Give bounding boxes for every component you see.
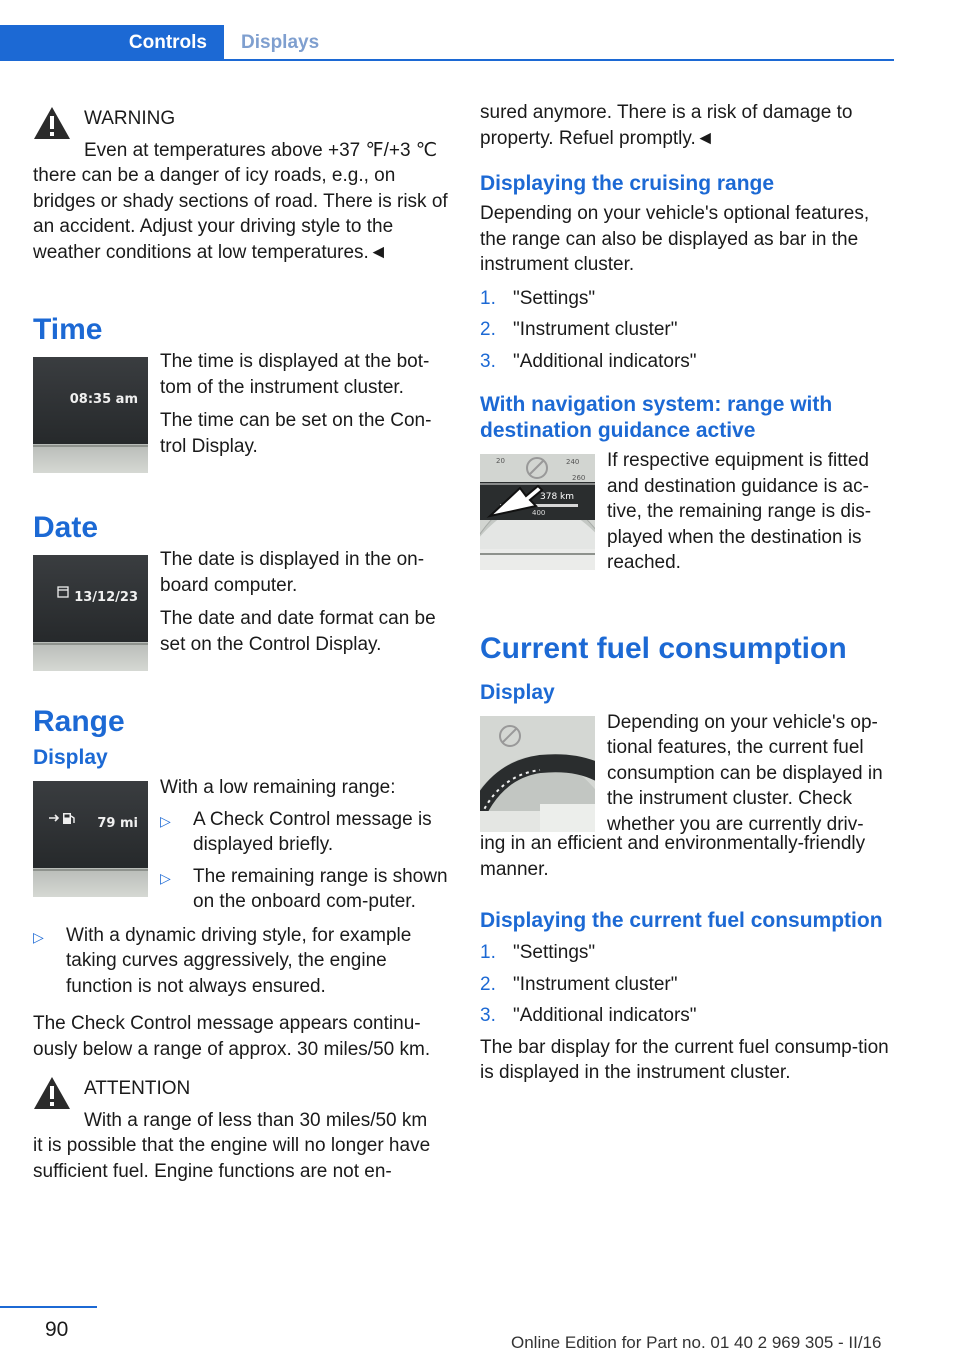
nav-text [607, 448, 896, 584]
warning-block [33, 100, 449, 265]
gauge-tick-label: 400 [532, 509, 546, 517]
fuel-text [607, 710, 896, 838]
fuel-pump-icon [49, 811, 77, 825]
bullet-text: The remaining range is shown on the onboard com-puter. [193, 865, 448, 912]
range-bullets [160, 807, 449, 915]
list-item [480, 349, 896, 375]
bullet-text: With a dynamic driving style, for example taking curves aggressively, the engine function is not always ensured. [66, 924, 412, 997]
nav-range-gauge-image [480, 454, 595, 570]
warning-triangle-icon [33, 1076, 71, 1110]
cruise-steps [480, 286, 896, 375]
heading-cruising-range: Displaying the cruising range [480, 172, 775, 195]
tab-controls[interactable]: Controls [0, 25, 224, 61]
step-number: 3. [480, 1005, 496, 1026]
heading-displaying-fuel: Displaying the current fuel consumption [480, 909, 883, 932]
display-divider [33, 643, 148, 645]
fuel-steps [480, 940, 896, 1029]
display-divider [33, 445, 148, 447]
range-section [33, 777, 449, 923]
display-divider [33, 869, 148, 871]
fuel-p-rest: ing in an efficient and environmentally-friendly manner. [480, 833, 866, 880]
tab-displays[interactable]: Displays [241, 32, 320, 53]
fuel-section [480, 711, 896, 838]
heading-current-fuel: Current fuel consumption [480, 631, 847, 665]
step-text: "Additional indicators" [513, 350, 697, 372]
speedometer-icon [480, 716, 595, 832]
list-item [480, 972, 896, 998]
list-item [480, 286, 896, 312]
step-number: 2. [480, 319, 496, 340]
heading-date: Date [33, 511, 99, 544]
gauge-tick-label: 20 [496, 457, 505, 465]
heading-fuel-display: Display [480, 680, 555, 704]
page-number: 90 [45, 1318, 69, 1341]
heading-time: Time [33, 313, 103, 346]
warning-triangle-icon [33, 106, 71, 140]
list-item [480, 317, 896, 343]
range-value-label: 378 km [540, 492, 575, 502]
date-readout: 13/12/23 [74, 590, 138, 605]
heading-range: Range [33, 705, 125, 738]
left-column [33, 100, 449, 1194]
list-item [160, 864, 449, 915]
step-text: "Settings" [513, 942, 596, 963]
bullet-text: A Check Control message is displayed briefly. [193, 808, 432, 855]
range-para: The Check Control message appears continu-ously below a range of approx. 30 miles/50 km. [33, 1013, 431, 1060]
step-text: "Additional indicators" [513, 1005, 697, 1026]
date-display-image [33, 555, 148, 671]
list-item [33, 923, 449, 1000]
step-number: 2. [480, 973, 496, 995]
time-display-image [33, 357, 148, 473]
bullet-triangle-icon: ▷ [33, 928, 44, 945]
time-text [160, 349, 449, 467]
range-readout: 79 mi [97, 816, 138, 831]
attention-title: ATTENTION [84, 1078, 191, 1099]
time-readout: 08:35 am [69, 392, 138, 407]
warning-text: there can be a danger of icy roads, e.g., on bridges or shady sections of road. There is risk of an accident. Adjust your driving style to the weather conditions at low temperatures.◄ [33, 165, 448, 263]
date-p2: The date and date format can be set on the Control Display. [160, 608, 436, 655]
nav-p: If respective equipment is fitted and destination guidance is ac-tive, the remaining range is dis-played when the destination is reached. [607, 450, 872, 573]
bullet-triangle-icon: ▷ [160, 869, 171, 886]
date-section [33, 549, 449, 671]
range-bullets-wide [33, 923, 449, 1000]
chapter-tabs [0, 25, 894, 61]
attention-first-line: With a range of less than 30 miles/50 km [84, 1109, 428, 1131]
heading-range-display: Display [33, 746, 108, 769]
fuel-gauge-image [480, 716, 595, 832]
attention-text: it is possible that the engine will no longer have sufficient fuel. Engine functions are not en- [33, 1135, 431, 1182]
footer-edition: Online Edition for Part no. 01 40 2 969 305 - II/16 [511, 1333, 882, 1352]
time-section [33, 351, 449, 473]
range-text [160, 775, 449, 923]
list-item [480, 1003, 896, 1029]
step-text: "Instrument cluster" [513, 319, 678, 340]
warning-title: WARNING [84, 108, 176, 129]
bullet-triangle-icon: ▷ [160, 812, 171, 829]
speedometer-arrow-icon [480, 454, 595, 570]
right-column [480, 100, 896, 1094]
attention-block [33, 1070, 449, 1184]
fuel-final: The bar display for the current fuel consump-tion is displayed in the instrument cluster. [480, 1036, 889, 1083]
date-text [160, 547, 449, 665]
heading-nav-range: With navigation system: range with destination guidance active [480, 393, 833, 442]
step-text: "Instrument cluster" [513, 973, 678, 995]
step-number: 1. [480, 942, 496, 963]
warning-first-line: Even at temperatures above +37 ℉/+3 ℃ [84, 139, 438, 161]
step-number: 3. [480, 350, 496, 372]
gauge-tick-label: 260 [572, 474, 586, 482]
list-item [160, 807, 449, 858]
calendar-icon [57, 586, 69, 598]
nav-section [480, 450, 896, 584]
gauge-tick-label: 240 [566, 458, 580, 466]
fuel-p-side: Depending on your vehicle's op-tional features, the current fuel consumption can be displayed in the instrument cluster. Check whether you are currently driv- [607, 711, 883, 835]
range-intro: With a low remaining range: [160, 777, 396, 798]
step-number: 1. [480, 287, 496, 309]
list-item [480, 940, 896, 966]
footer-rule [0, 1306, 97, 1308]
range-display-image [33, 781, 148, 897]
step-text: "Settings" [513, 287, 596, 309]
time-p2: The time can be set on the Con-trol Display. [160, 410, 432, 457]
time-p1: The time is displayed at the bot-tom of the instrument cluster. [160, 351, 430, 398]
cruise-text: Depending on your vehicle's optional features, the range can also be displayed as bar in the instrument cluster. [480, 203, 870, 275]
date-p1: The date is displayed in the on-board computer. [160, 549, 425, 596]
continued-text: sured anymore. There is a risk of damage to property. Refuel promptly.◄ [480, 102, 853, 149]
